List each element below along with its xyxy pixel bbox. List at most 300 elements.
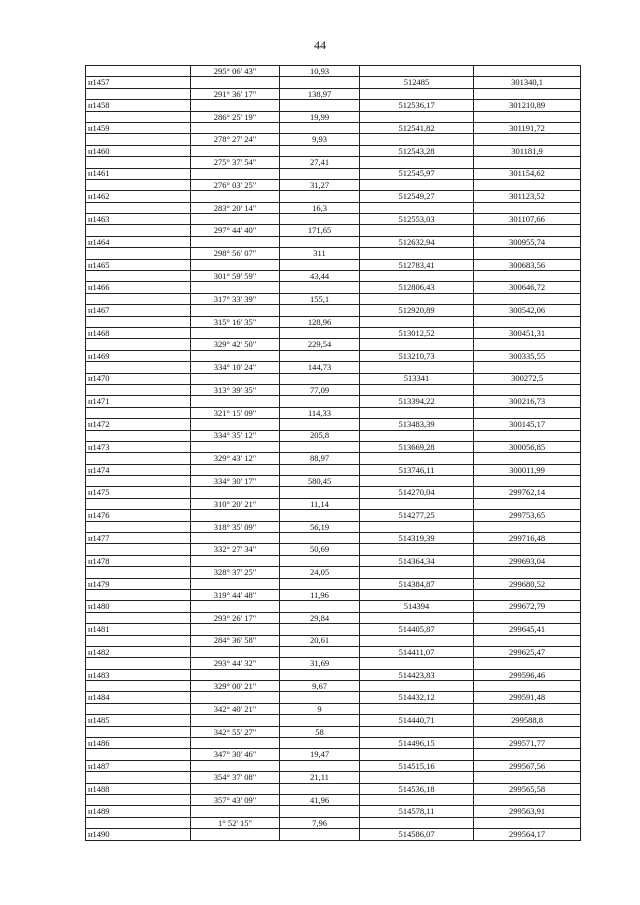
table-row: [86, 726, 581, 737]
x-coordinate-cell: [360, 658, 474, 669]
point-name-cell: [86, 179, 191, 190]
y-coordinate-cell: 299596,46: [474, 669, 581, 680]
x-coordinate-cell: 512632,94: [360, 236, 474, 247]
point-name-cell: [86, 635, 191, 646]
distance-cell: 9: [280, 703, 360, 714]
bearing-angle-cell: 347° 30' 46": [191, 749, 280, 760]
x-coordinate-cell: [360, 612, 474, 623]
bearing-angle-cell: [191, 692, 280, 703]
point-name-cell: [86, 658, 191, 669]
bearing-angle-cell: [191, 783, 280, 794]
x-coordinate-cell: 514319,39: [360, 533, 474, 544]
bearing-angle-cell: [191, 236, 280, 247]
y-coordinate-cell: 300955,74: [474, 236, 581, 247]
point-name-cell: [86, 612, 191, 623]
distance-cell: 11,14: [280, 498, 360, 509]
point-name-cell: [86, 384, 191, 395]
table-row: [86, 327, 581, 338]
point-name-cell: [86, 157, 191, 168]
distance-cell: 20,61: [280, 635, 360, 646]
x-coordinate-cell: [360, 293, 474, 304]
x-coordinate-cell: [360, 567, 474, 578]
bearing-angle-cell: [191, 145, 280, 156]
table-row: [86, 521, 581, 532]
table-row: [86, 715, 581, 726]
point-name-cell: [86, 225, 191, 236]
table-row: [86, 601, 581, 612]
x-coordinate-cell: [360, 88, 474, 99]
table-row: [86, 271, 581, 282]
table-row: [86, 783, 581, 794]
distance-cell: [280, 259, 360, 270]
x-coordinate-cell: [360, 726, 474, 737]
point-name-cell: н1469: [86, 350, 191, 361]
point-name-cell: [86, 88, 191, 99]
bearing-angle-cell: 298° 56' 07": [191, 248, 280, 259]
y-coordinate-cell: [474, 635, 581, 646]
x-coordinate-cell: [360, 703, 474, 714]
table-row: [86, 259, 581, 270]
x-coordinate-cell: 514496,15: [360, 738, 474, 749]
bearing-angle-cell: [191, 646, 280, 657]
bearing-angle-cell: 278° 27' 24": [191, 134, 280, 145]
bearing-angle-cell: [191, 555, 280, 566]
bearing-angle-cell: [191, 259, 280, 270]
distance-cell: [280, 806, 360, 817]
bearing-angle-cell: [191, 601, 280, 612]
bearing-angle-cell: 342° 55' 27": [191, 726, 280, 737]
table-row: [86, 567, 581, 578]
point-name-cell: н1464: [86, 236, 191, 247]
x-coordinate-cell: [360, 817, 474, 828]
coordinates-table-body: [86, 66, 581, 841]
bearing-angle-cell: 318° 35' 09": [191, 521, 280, 532]
bearing-angle-cell: 313° 39' 35": [191, 384, 280, 395]
x-coordinate-cell: [360, 772, 474, 783]
distance-cell: 138,97: [280, 88, 360, 99]
bearing-angle-cell: 301° 59' 59": [191, 271, 280, 282]
table-row: [86, 817, 581, 828]
y-coordinate-cell: 299563,91: [474, 806, 581, 817]
distance-cell: [280, 646, 360, 657]
x-coordinate-cell: [360, 134, 474, 145]
table-row: [86, 589, 581, 600]
x-coordinate-cell: 513210,73: [360, 350, 474, 361]
y-coordinate-cell: 299645,41: [474, 624, 581, 635]
distance-cell: [280, 168, 360, 179]
bearing-angle-cell: 276° 03' 25": [191, 179, 280, 190]
table-row: [86, 339, 581, 350]
table-row: [86, 692, 581, 703]
x-coordinate-cell: 512545,97: [360, 168, 474, 179]
point-name-cell: [86, 293, 191, 304]
x-coordinate-cell: [360, 795, 474, 806]
bearing-angle-cell: [191, 441, 280, 452]
y-coordinate-cell: 299571,77: [474, 738, 581, 749]
y-coordinate-cell: 299591,48: [474, 692, 581, 703]
table-row: [86, 624, 581, 635]
y-coordinate-cell: [474, 88, 581, 99]
table-row: [86, 111, 581, 122]
point-name-cell: н1460: [86, 145, 191, 156]
point-name-cell: н1465: [86, 259, 191, 270]
y-coordinate-cell: [474, 703, 581, 714]
y-coordinate-cell: 299680,52: [474, 578, 581, 589]
point-name-cell: [86, 134, 191, 145]
distance-cell: 27,41: [280, 157, 360, 168]
bearing-angle-cell: 329° 43' 12": [191, 453, 280, 464]
y-coordinate-cell: [474, 134, 581, 145]
x-coordinate-cell: [360, 225, 474, 236]
table-row: [86, 88, 581, 99]
point-name-cell: [86, 339, 191, 350]
table-row: [86, 179, 581, 190]
y-coordinate-cell: [474, 179, 581, 190]
table-row: [86, 795, 581, 806]
table-row: [86, 612, 581, 623]
distance-cell: 205,8: [280, 430, 360, 441]
coordinates-table: [85, 65, 581, 841]
bearing-angle-cell: 275° 37' 54": [191, 157, 280, 168]
distance-cell: 128,96: [280, 316, 360, 327]
bearing-angle-cell: [191, 350, 280, 361]
bearing-angle-cell: 283° 20' 14": [191, 202, 280, 213]
x-coordinate-cell: 512920,89: [360, 305, 474, 316]
table-row: [86, 681, 581, 692]
bearing-angle-cell: [191, 487, 280, 498]
bearing-angle-cell: [191, 578, 280, 589]
table-row: [86, 555, 581, 566]
y-coordinate-cell: [474, 795, 581, 806]
point-name-cell: н1480: [86, 601, 191, 612]
bearing-angle-cell: 334° 35' 12": [191, 430, 280, 441]
x-coordinate-cell: [360, 202, 474, 213]
bearing-angle-cell: [191, 305, 280, 316]
distance-cell: [280, 419, 360, 430]
point-name-cell: [86, 589, 191, 600]
y-coordinate-cell: 300272,5: [474, 373, 581, 384]
y-coordinate-cell: [474, 498, 581, 509]
point-name-cell: н1489: [86, 806, 191, 817]
point-name-cell: н1477: [86, 533, 191, 544]
bearing-angle-cell: 1° 52' 15": [191, 817, 280, 828]
y-coordinate-cell: 301107,66: [474, 214, 581, 225]
y-coordinate-cell: [474, 681, 581, 692]
table-row: [86, 669, 581, 680]
y-coordinate-cell: [474, 157, 581, 168]
x-coordinate-cell: [360, 453, 474, 464]
x-coordinate-cell: [360, 476, 474, 487]
bearing-angle-cell: 295° 06' 43": [191, 66, 280, 77]
bearing-angle-cell: [191, 738, 280, 749]
distance-cell: 29,84: [280, 612, 360, 623]
distance-cell: [280, 738, 360, 749]
distance-cell: [280, 396, 360, 407]
bearing-angle-cell: 332° 27' 34": [191, 544, 280, 555]
point-name-cell: н1473: [86, 441, 191, 452]
y-coordinate-cell: [474, 248, 581, 259]
distance-cell: [280, 350, 360, 361]
table-row: [86, 635, 581, 646]
distance-cell: [280, 533, 360, 544]
distance-cell: 9,93: [280, 134, 360, 145]
x-coordinate-cell: 514277,25: [360, 510, 474, 521]
point-name-cell: [86, 681, 191, 692]
distance-cell: 31,69: [280, 658, 360, 669]
table-row: [86, 749, 581, 760]
x-coordinate-cell: [360, 544, 474, 555]
bearing-angle-cell: [191, 760, 280, 771]
x-coordinate-cell: 514405,87: [360, 624, 474, 635]
distance-cell: [280, 236, 360, 247]
distance-cell: 41,96: [280, 795, 360, 806]
y-coordinate-cell: [474, 749, 581, 760]
x-coordinate-cell: 513746,11: [360, 464, 474, 475]
distance-cell: [280, 601, 360, 612]
bearing-angle-cell: 328° 37' 25": [191, 567, 280, 578]
bearing-angle-cell: [191, 624, 280, 635]
point-name-cell: [86, 248, 191, 259]
point-name-cell: [86, 111, 191, 122]
distance-cell: 21,11: [280, 772, 360, 783]
y-coordinate-cell: 300542,06: [474, 305, 581, 316]
x-coordinate-cell: [360, 635, 474, 646]
point-name-cell: [86, 703, 191, 714]
y-coordinate-cell: [474, 293, 581, 304]
point-name-cell: н1471: [86, 396, 191, 407]
bearing-angle-cell: [191, 396, 280, 407]
distance-cell: [280, 715, 360, 726]
distance-cell: [280, 669, 360, 680]
table-row: [86, 806, 581, 817]
distance-cell: [280, 510, 360, 521]
x-coordinate-cell: [360, 681, 474, 692]
x-coordinate-cell: 514515,16: [360, 760, 474, 771]
y-coordinate-cell: 300011,99: [474, 464, 581, 475]
bearing-angle-cell: 329° 42' 50": [191, 339, 280, 350]
table-row: [86, 191, 581, 202]
y-coordinate-cell: 299693,04: [474, 555, 581, 566]
distance-cell: [280, 145, 360, 156]
y-coordinate-cell: 299625,47: [474, 646, 581, 657]
y-coordinate-cell: 300335,55: [474, 350, 581, 361]
point-name-cell: н1485: [86, 715, 191, 726]
point-name-cell: [86, 544, 191, 555]
point-name-cell: [86, 567, 191, 578]
y-coordinate-cell: 299762,14: [474, 487, 581, 498]
point-name-cell: н1468: [86, 327, 191, 338]
point-name-cell: н1461: [86, 168, 191, 179]
bearing-angle-cell: [191, 510, 280, 521]
table-row: [86, 157, 581, 168]
x-coordinate-cell: 512541,82: [360, 122, 474, 133]
bearing-angle-cell: [191, 168, 280, 179]
distance-cell: [280, 783, 360, 794]
x-coordinate-cell: [360, 316, 474, 327]
bearing-angle-cell: 286° 25' 19": [191, 111, 280, 122]
distance-cell: [280, 100, 360, 111]
table-row: [86, 646, 581, 657]
bearing-angle-cell: [191, 806, 280, 817]
bearing-angle-cell: [191, 100, 280, 111]
point-name-cell: [86, 453, 191, 464]
page-number: 44: [314, 38, 326, 52]
table-row: [86, 703, 581, 714]
y-coordinate-cell: [474, 271, 581, 282]
table-row: [86, 829, 581, 840]
x-coordinate-cell: [360, 498, 474, 509]
bearing-angle-cell: [191, 282, 280, 293]
point-name-cell: н1481: [86, 624, 191, 635]
x-coordinate-cell: [360, 66, 474, 77]
distance-cell: 155,1: [280, 293, 360, 304]
distance-cell: [280, 692, 360, 703]
point-name-cell: [86, 271, 191, 282]
x-coordinate-cell: 514411,07: [360, 646, 474, 657]
table-row: [86, 384, 581, 395]
distance-cell: [280, 464, 360, 475]
table-row: [86, 544, 581, 555]
table-row: [86, 738, 581, 749]
point-name-cell: [86, 498, 191, 509]
table-row: [86, 202, 581, 213]
x-coordinate-cell: 514536,18: [360, 783, 474, 794]
y-coordinate-cell: 300056,85: [474, 441, 581, 452]
y-coordinate-cell: [474, 316, 581, 327]
y-coordinate-cell: [474, 817, 581, 828]
distance-cell: [280, 829, 360, 840]
y-coordinate-cell: 299672,79: [474, 601, 581, 612]
y-coordinate-cell: [474, 407, 581, 418]
distance-cell: 9,67: [280, 681, 360, 692]
distance-cell: 144,73: [280, 362, 360, 373]
distance-cell: [280, 282, 360, 293]
table-row: [86, 66, 581, 77]
point-name-cell: н1483: [86, 669, 191, 680]
point-name-cell: н1475: [86, 487, 191, 498]
bearing-angle-cell: 293° 44' 32": [191, 658, 280, 669]
point-name-cell: [86, 795, 191, 806]
y-coordinate-cell: [474, 612, 581, 623]
point-name-cell: [86, 66, 191, 77]
point-name-cell: н1487: [86, 760, 191, 771]
y-coordinate-cell: 299716,48: [474, 533, 581, 544]
y-coordinate-cell: 300216,73: [474, 396, 581, 407]
point-name-cell: н1479: [86, 578, 191, 589]
x-coordinate-cell: [360, 157, 474, 168]
distance-cell: 58: [280, 726, 360, 737]
table-row: [86, 225, 581, 236]
point-name-cell: [86, 476, 191, 487]
y-coordinate-cell: [474, 589, 581, 600]
table-row: [86, 498, 581, 509]
point-name-cell: н1462: [86, 191, 191, 202]
x-coordinate-cell: [360, 111, 474, 122]
bearing-angle-cell: [191, 327, 280, 338]
table-row: [86, 145, 581, 156]
point-name-cell: н1484: [86, 692, 191, 703]
table-row: [86, 100, 581, 111]
x-coordinate-cell: 514432,12: [360, 692, 474, 703]
bearing-angle-cell: 317° 33' 39": [191, 293, 280, 304]
table-row: [86, 407, 581, 418]
bearing-angle-cell: 354° 37' 08": [191, 772, 280, 783]
y-coordinate-cell: [474, 726, 581, 737]
bearing-angle-cell: [191, 715, 280, 726]
bearing-angle-cell: 321° 15' 09": [191, 407, 280, 418]
point-name-cell: н1476: [86, 510, 191, 521]
point-name-cell: [86, 407, 191, 418]
y-coordinate-cell: [474, 66, 581, 77]
distance-cell: 7,96: [280, 817, 360, 828]
x-coordinate-cell: [360, 271, 474, 282]
bearing-angle-cell: 334° 10' 24": [191, 362, 280, 373]
x-coordinate-cell: 514394: [360, 601, 474, 612]
y-coordinate-cell: [474, 772, 581, 783]
table-row: [86, 134, 581, 145]
table-row: [86, 760, 581, 771]
table-row: [86, 441, 581, 452]
point-name-cell: н1490: [86, 829, 191, 840]
table-row: [86, 362, 581, 373]
x-coordinate-cell: 512553,03: [360, 214, 474, 225]
y-coordinate-cell: [474, 658, 581, 669]
y-coordinate-cell: [474, 430, 581, 441]
y-coordinate-cell: 301340,1: [474, 77, 581, 88]
point-name-cell: н1482: [86, 646, 191, 657]
y-coordinate-cell: 299567,56: [474, 760, 581, 771]
distance-cell: 19,99: [280, 111, 360, 122]
x-coordinate-cell: 513394,22: [360, 396, 474, 407]
distance-cell: [280, 327, 360, 338]
point-name-cell: н1458: [86, 100, 191, 111]
bearing-angle-cell: 329° 00' 21": [191, 681, 280, 692]
point-name-cell: [86, 316, 191, 327]
distance-cell: [280, 487, 360, 498]
table-row: [86, 77, 581, 88]
table-row: [86, 293, 581, 304]
bearing-angle-cell: 297° 44' 40": [191, 225, 280, 236]
x-coordinate-cell: [360, 248, 474, 259]
table-row: [86, 533, 581, 544]
distance-cell: 229,54: [280, 339, 360, 350]
y-coordinate-cell: 301181,9: [474, 145, 581, 156]
y-coordinate-cell: [474, 111, 581, 122]
bearing-angle-cell: [191, 191, 280, 202]
y-coordinate-cell: [474, 453, 581, 464]
point-name-cell: н1467: [86, 305, 191, 316]
distance-cell: 11,96: [280, 589, 360, 600]
x-coordinate-cell: 512536,17: [360, 100, 474, 111]
table-row: [86, 350, 581, 361]
y-coordinate-cell: [474, 384, 581, 395]
table-row: [86, 419, 581, 430]
y-coordinate-cell: [474, 339, 581, 350]
distance-cell: 88,97: [280, 453, 360, 464]
bearing-angle-cell: 315° 16' 35": [191, 316, 280, 327]
table-row: [86, 476, 581, 487]
point-name-cell: н1474: [86, 464, 191, 475]
distance-cell: [280, 305, 360, 316]
bearing-angle-cell: [191, 669, 280, 680]
point-name-cell: [86, 726, 191, 737]
distance-cell: 43,44: [280, 271, 360, 282]
bearing-angle-cell: [191, 533, 280, 544]
x-coordinate-cell: 512485: [360, 77, 474, 88]
point-name-cell: н1470: [86, 373, 191, 384]
y-coordinate-cell: [474, 544, 581, 555]
bearing-angle-cell: [191, 373, 280, 384]
